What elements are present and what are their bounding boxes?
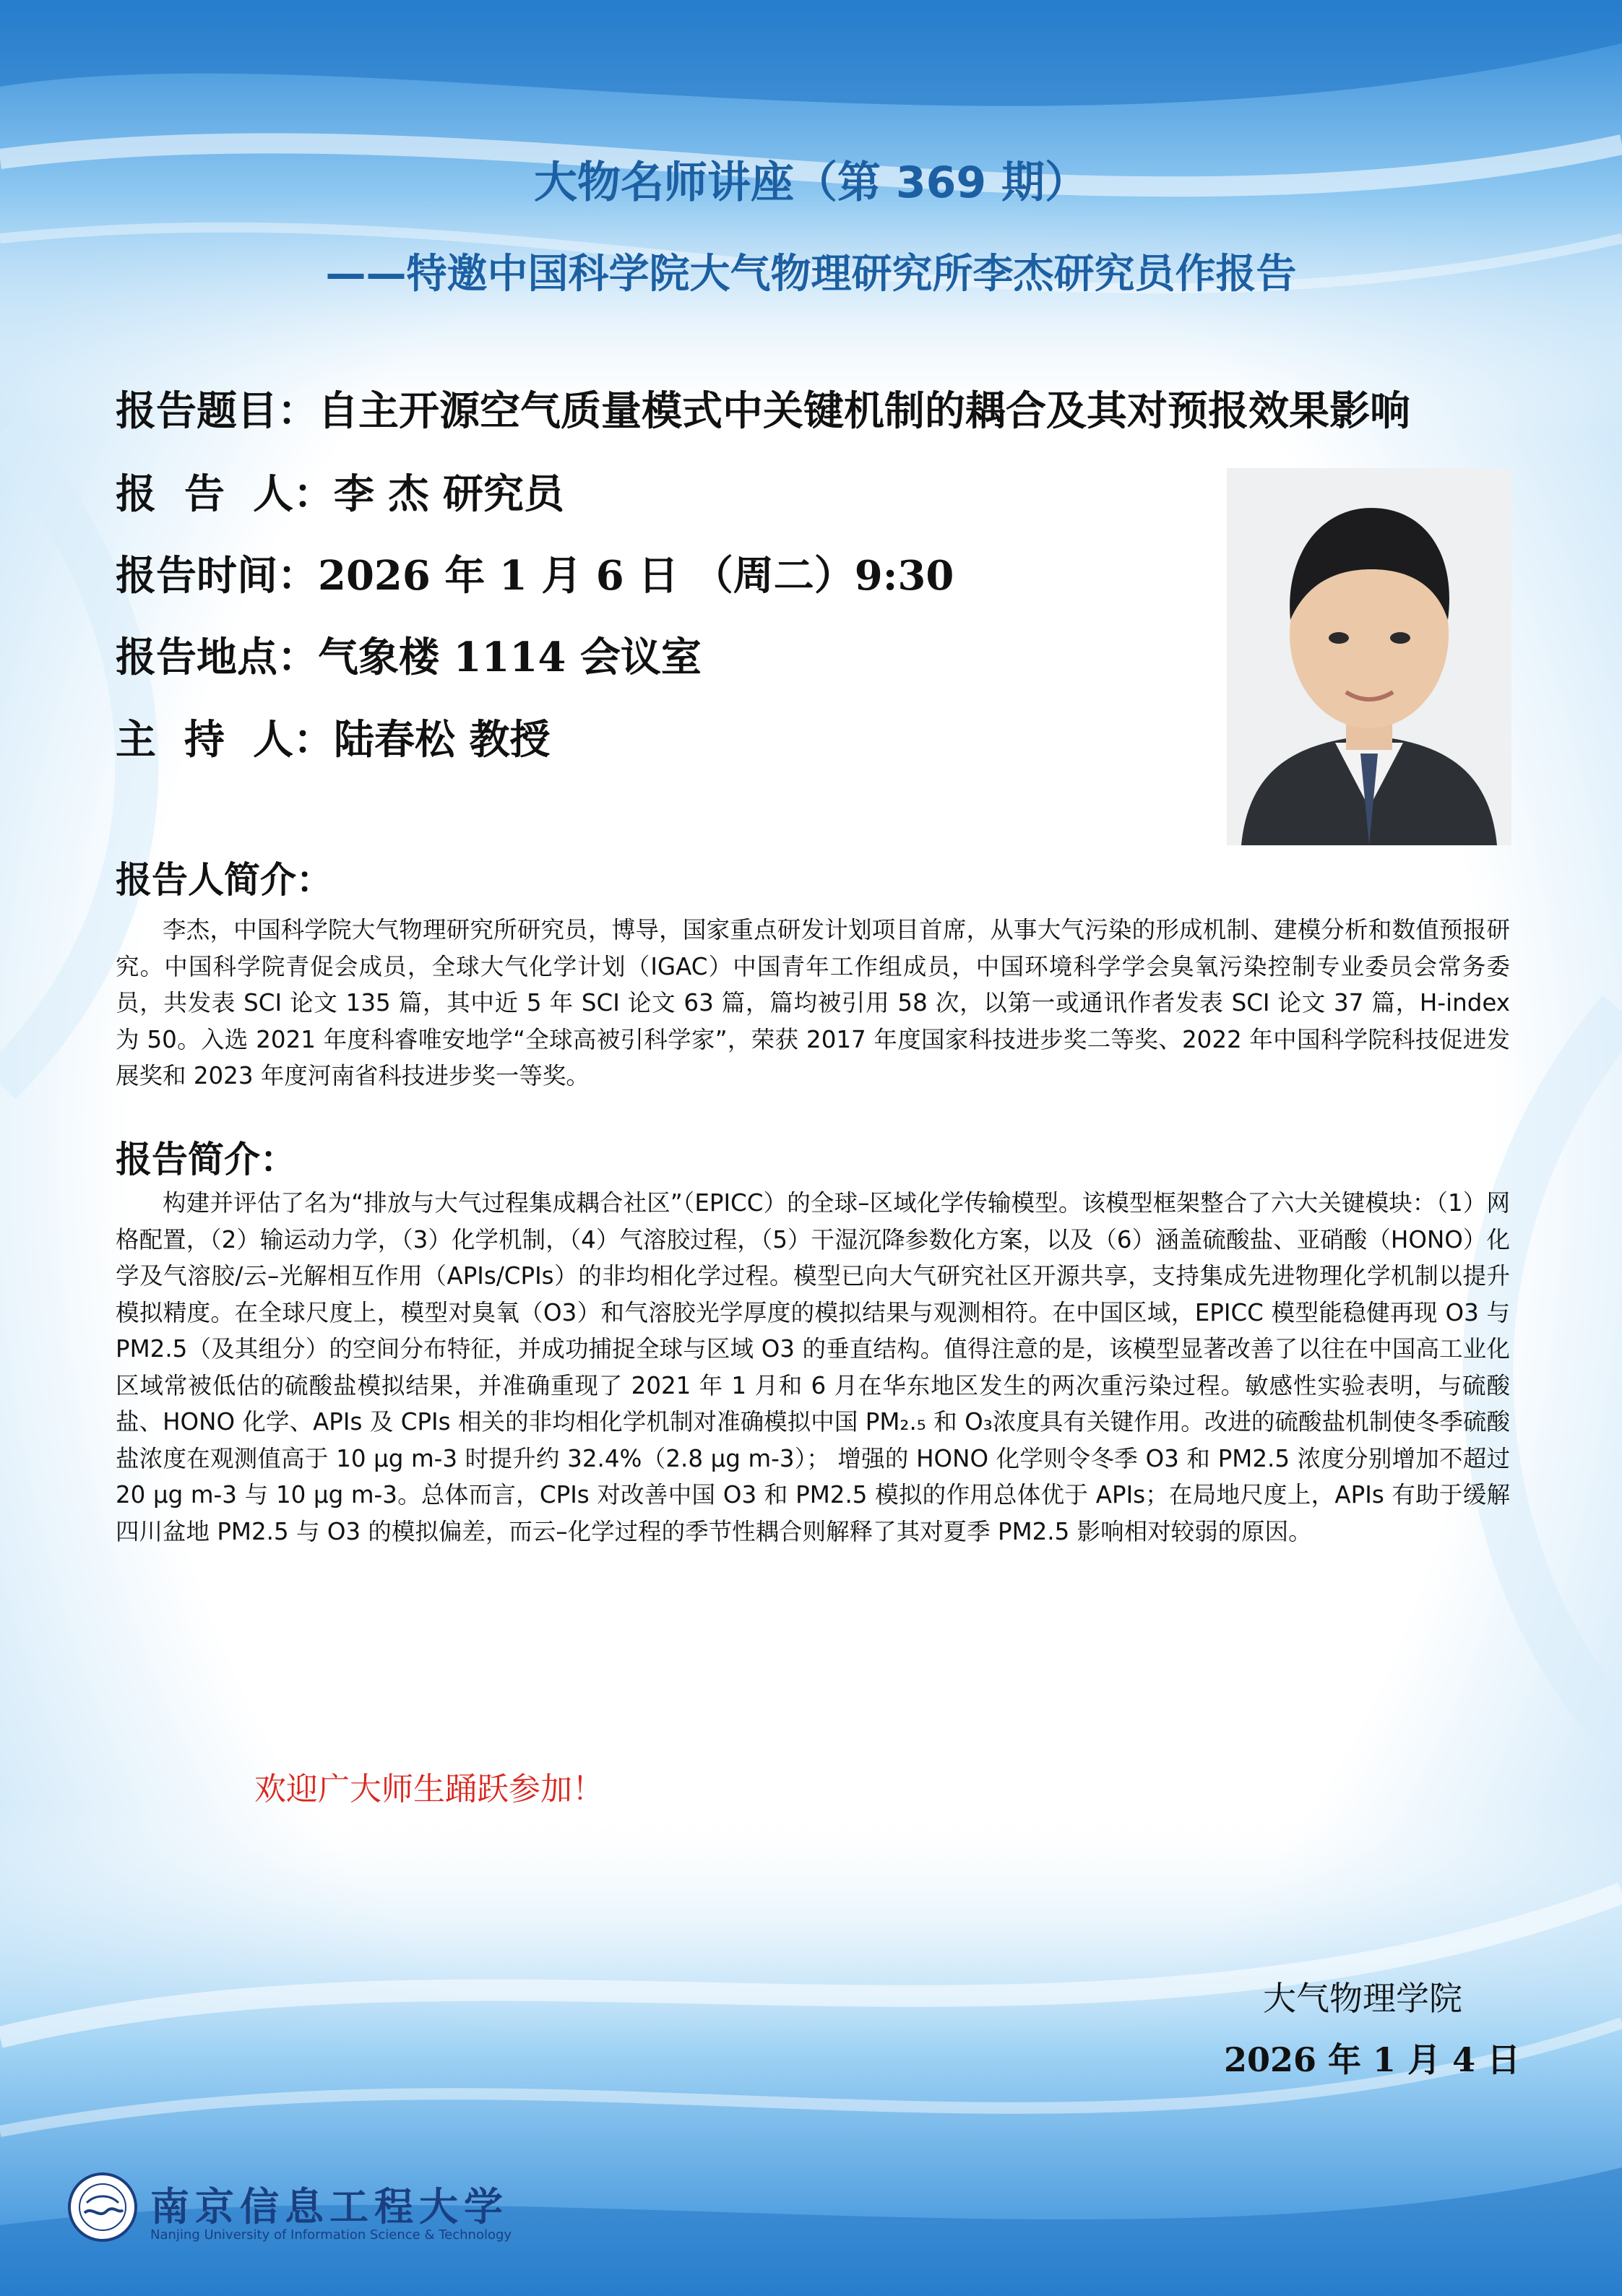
issue-date: 2026 年 1 月 4 日 [1224,2040,1521,2079]
lecture-title: 大物名师讲座（第 369 期） [533,157,1089,208]
abstract-heading: 报告简介： [116,1139,296,1181]
university-seal-icon [66,2171,139,2243]
time-line [116,544,954,602]
university-name-cn: 南京信息工程大学 [150,2183,509,2230]
bio-paragraph: 李杰，中国科学院大气物理研究所研究员，博导，国家重点研发计划项目首席，从事大气污染的形成机制、建模分析和数值预报研究。中国科学院青促会成员，全球大气化学计划（IGAC）中国青年工作组成员，中国环境科学学会臭氧污染控制专业委员会常务委员，共发表 SCI 论文 135 篇，其中近 5 年 SCI 论文 63 篇，篇均被引用 58 次，以第一或通讯作者发表 SCI 论文 37 篇，H-index 为 50。入选 2021 年度科睿唯安地学“全球高被引科学家”，荣获 2017 年度国家科技进步奖二等奖、2022 年中国科学院科技促进发展奖和 2023 年度河南省科技进步奖一等奖。 [116,916,1510,1089]
place-line [116,626,702,683]
portrait-illustration [1227,468,1511,845]
topic-line [116,379,1410,437]
time-label: 报告时间： [116,552,318,600]
organizer: 大气物理学院 [1263,1979,1462,2018]
host-value: 陆春松 教授 [333,716,551,764]
lecture-subtitle: ——特邀中国科学院大气物理研究所李杰研究员作报告 [325,251,1297,298]
host-label: 主 持 人： [116,716,334,764]
place-value: 气象楼 1114 会议室 [318,634,702,681]
topic-label: 报告题目： [116,387,318,435]
bio-heading: 报告人简介： [116,859,332,901]
speaker-line [116,462,564,520]
abstract-paragraph: 构建并评估了名为“排放与大气过程集成耦合社区”（EPICC）的全球–区域化学传输模型。该模型框架整合了六大关键模块：（1）网格配置，（2）输运动力学，（3）化学机制，（4）气溶胶过程，（5）干湿沉降参数化方案，以及（6）涵盖硫酸盐、亚硝酸（HONO）化学及气溶胶/云–光解相互作用（APIs/CPIs）的非均相化学过程。模型已向大气研究社区开源共享，支持集成先进物理化学机制以提升模拟精度。在全球尺度上，模型对臭氧（O3）和气溶胶光学厚度的模拟结果与观测相符。在中国区域，EPICC 模型能稳健再现 O3 与 PM2.5（及其组分）的空间分布特征，并成功捕捉全球与区域 O3 的垂直结构。值得注意的是，该模型显著改善了以往在中国高工业化区域常被低估的硫酸盐模拟结果，并准确重现了 2021 年 1 月和 6 月在华东地区发生的两次重污染过程。敏感性实验表明，与硫酸盐、HONO 化学、APIs 及 CPIs 相关的非均相化学机制对准确模拟中国 PM₂.₅ 和 O₃浓度具有关键作用。改进的硫酸盐机制使冬季硫酸盐浓度在观测值高于 10 μg m-3 时提升约 32.4%（2.8 μg m-3）； 增强的 HONO 化学则令冬季 O3 和 PM2.5 浓度分别增加不超过 20 μg m-3 与 10 μg m-3。总体而言，CPIs 对改善中国 O3 和 PM2.5 模拟的作用总体优于 APIs；在局地尺度上，APIs 有助于缓解四川盆地 PM2.5 与 O3 的模拟偏差，而云–化学过程的季节性耦合则解释了其对夏季 PM2.5 影响相对较弱的原因。 [116,1189,1510,1545]
time-value: 2026 年 1 月 6 日 （周二）9:30 [318,552,954,600]
topic-value: 自主开源空气质量模式中关键机制的耦合及其对预报效果影响 [318,387,1410,435]
place-label: 报告地点： [116,634,318,681]
host-line [116,708,550,766]
university-name-en: Nanjing University of Information Science & Technology [150,2227,512,2243]
speaker-value: 李 杰 研究员 [333,470,564,518]
welcome-text: 欢迎广大师生踊跃参加！ [254,1771,604,1808]
speaker-portrait [1227,468,1511,845]
speaker-label: 报 告 人： [116,470,334,518]
